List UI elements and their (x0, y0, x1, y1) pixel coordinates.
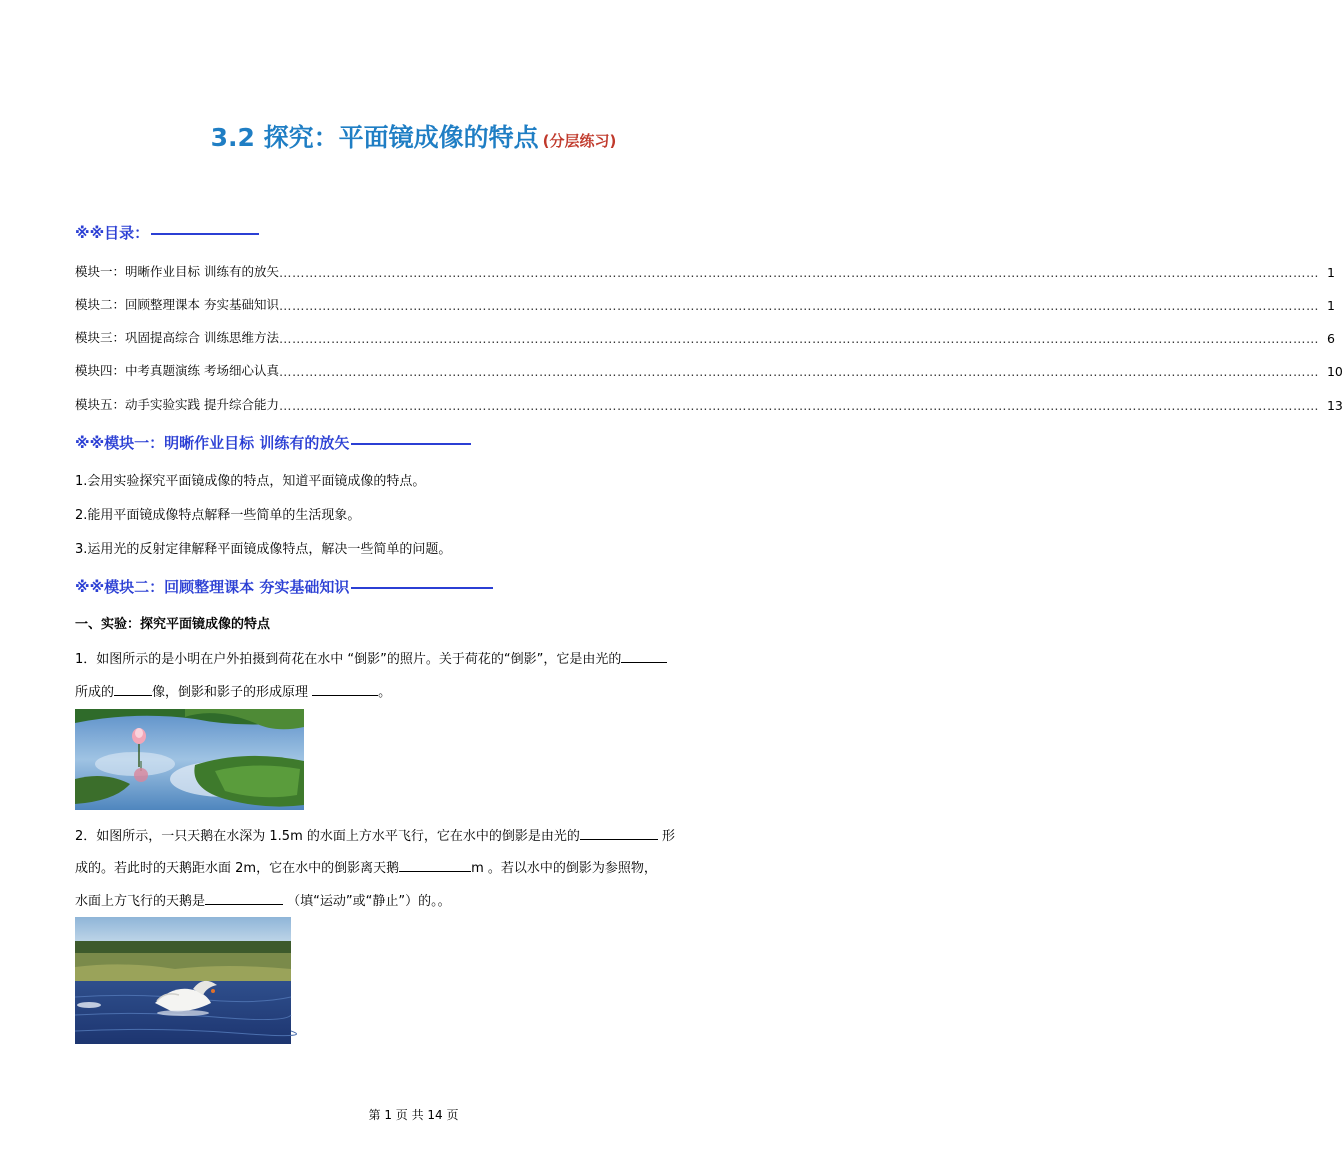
answer-blank[interactable] (399, 870, 471, 872)
toc-leader-dots: …………………………………………………………………………………………………………………………………………………………………………………………………………………… (278, 298, 1319, 313)
answer-blank[interactable] (621, 661, 667, 663)
toc-item[interactable] (75, 262, 1335, 280)
module2-heading: ※※模块二：回顾整理课本 夯实基础知识 (75, 576, 493, 597)
toc-heading: ※※目录： (75, 222, 259, 243)
question-2-line-2: 成的。若此时的天鹅距水面 2m，它在水中的倒影离天鹅 m 。若以水中的倒影为参照物， (75, 861, 657, 876)
toc-leader-dots: …………………………………………………………………………………………………………………………………………………………………………………………………………………… (278, 331, 1319, 346)
toc-leader-dots: …………………………………………………………………………………………………………………………………………………………………………………………………………………… (278, 265, 1319, 280)
toc-leader-dots: …………………………………………………………………………………………………………………………………………………………………………………………………………………… (278, 364, 1319, 379)
module1-heading-rule (351, 443, 471, 445)
question-1-line-1: 1．如图所示的是小明在户外拍摄到荷花在水中 “倒影”的照片。关于荷花的“倒影”，它是由光的 (75, 648, 667, 667)
toc-heading-rule (151, 233, 259, 235)
subheading-experiment: 一、实验：探究平面镜成像的特点 (75, 617, 271, 632)
lotus-reflection-photo (75, 709, 304, 810)
toc-item-label: 模块一：明晰作业目标 训练有的放矢 (75, 264, 279, 279)
title-main: 3.2 探究：平面镜成像的特点 (210, 123, 539, 152)
module2-heading-rule (351, 587, 493, 589)
answer-blank[interactable] (580, 838, 658, 840)
goal-3: 3.运用光的反射定律解释平面镜成像特点，解决一些简单的问题。 (75, 542, 452, 557)
swan-photo (75, 917, 291, 1044)
toc-item-page: 13 (1326, 398, 1343, 413)
toc-item-page: 1 (1326, 265, 1335, 280)
toc-item-label: 模块二：回顾整理课本 夯实基础知识 (75, 297, 279, 312)
goal-2: 2.能用平面镜成像特点解释一些简单的生活现象。 (75, 508, 361, 523)
toc-item[interactable] (75, 295, 1335, 313)
question-2-line-3: 水面上方飞行的天鹅是 （填“运动”或“静止”）的。。 (75, 894, 451, 909)
page-footer: 第 1 页 共 14 页 (368, 1108, 459, 1122)
answer-blank[interactable] (312, 694, 378, 696)
toc-item-page: 6 (1326, 331, 1335, 346)
title-subtitle: (分层练习) (542, 132, 617, 150)
toc-item-label: 模块四：中考真题演练 考场细心认真 (75, 363, 279, 378)
goal-1: 1.会用实验探究平面镜成像的特点，知道平面镜成像的特点。 (75, 474, 426, 489)
toc-item-page: 10 (1326, 364, 1343, 379)
toc-item[interactable] (75, 361, 1343, 379)
module1-heading: ※※模块一：明晰作业目标 训练有的放矢 (75, 432, 471, 453)
question-2-line-1: 2．如图所示，一只天鹅在水深为 1.5m 的水面上方水平飞行，它在水中的倒影是由光的 形 (75, 829, 676, 844)
toc-item-label: 模块五：动手实验实践 提升综合能力 (75, 397, 279, 412)
toc-item[interactable] (75, 395, 1343, 413)
question-1-line-2: 所成的 像，倒影和影子的形成原理 。 (75, 685, 392, 700)
toc-item-label: 模块三：巩固提高综合 训练思维方法 (75, 330, 279, 345)
toc-leader-dots: …………………………………………………………………………………………………………………………………………………………………………………………………………………… (278, 398, 1319, 413)
toc-item-page: 1 (1326, 298, 1335, 313)
answer-blank[interactable] (205, 903, 283, 905)
page-title (0, 118, 827, 154)
toc-item[interactable] (75, 328, 1335, 346)
answer-blank[interactable] (114, 694, 152, 696)
